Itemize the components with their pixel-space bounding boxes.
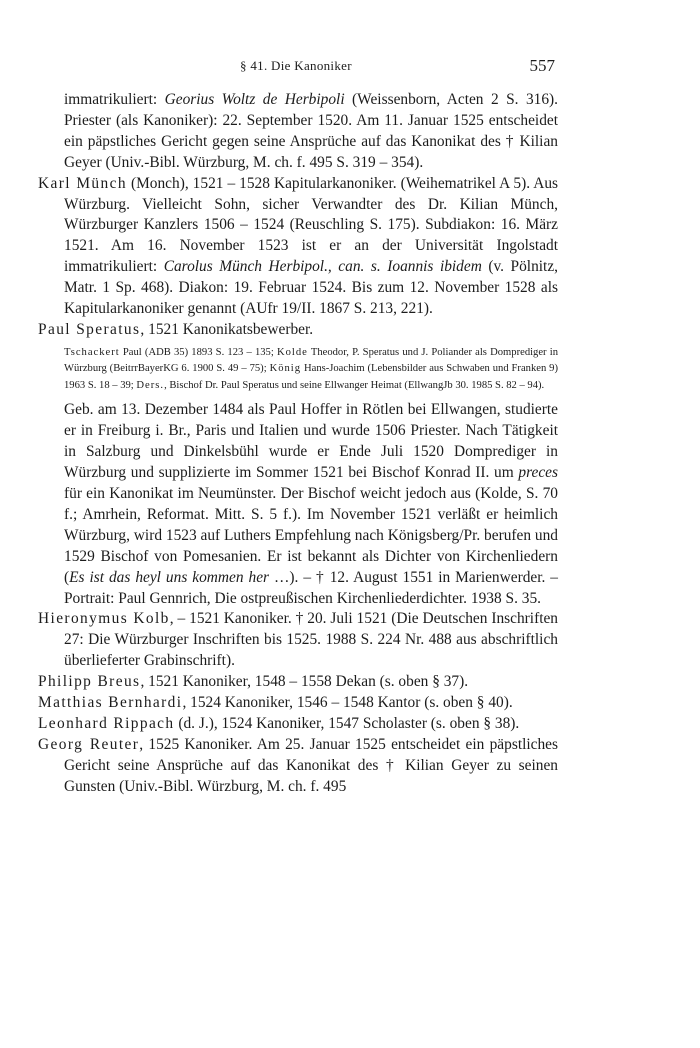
entry-continuation bbox=[38, 90, 558, 174]
entry-text: , – 1521 Kanoniker. † 20. Juli 1521 (Die Deutschen Inschriften 27: Die Würzburger Inschriften bis 1525. 1988 S. 224 Nr. 488 aus abschriftlich überlieferter Grabinschrift). bbox=[64, 610, 559, 670]
literature-author: König bbox=[269, 363, 302, 375]
page-header bbox=[0, 58, 700, 80]
entry-text: , 1521 Kanoniker, 1548 – 1558 Dekan (s. oben § 37). bbox=[140, 673, 469, 691]
entry-text: (d. J.), 1524 Kanoniker, 1547 Scholaster (s. oben § 38). bbox=[174, 714, 520, 732]
paragraph-text: Geb. am 13. Dezember 1484 als Paul Hoffer in Rötlen bei Ellwangen, studierte er in Freiburg i. Br., Paris und Italien und wurde 1506 Priester. Nach Tätigkeit in Salzburg und Dinkelsbühl wurde er Ende Juli 1520 Domprediger in Würzburg und supplizierte im Sommer 1521 bei Bischof Konrad II. um bbox=[64, 401, 558, 482]
entry-text: , 1525 Kanoniker. Am 25. Januar 1525 entscheidet ein päpstliches Gericht seine Ansprüche auf das Kanonikat des † Kilian Geyer zu seinen Gunsten (Univ.-Bibl. Würzburg, M. ch. f. 495 bbox=[64, 735, 558, 795]
entry-matthias-bernhardi bbox=[38, 693, 558, 714]
entry-name: Leonhard Rippach bbox=[38, 714, 175, 732]
entry-text: , 1521 Kanonikatsbewerber. bbox=[140, 320, 314, 338]
literature-author: Kolde bbox=[276, 346, 308, 358]
entry-philipp-breus bbox=[38, 672, 558, 693]
entry-name: Paul Speratus bbox=[38, 320, 141, 338]
entry-text: , 1524 Kanoniker, 1546 – 1548 Kantor (s. oben § 40). bbox=[182, 694, 513, 712]
entry-name: Philipp Breus bbox=[38, 673, 141, 691]
literature-text: , Bischof Dr. Paul Speratus und seine Ellwanger Heimat (EllwangJb 30. 1985 S. 82 – 94). bbox=[164, 379, 545, 391]
paragraph-text: …). – † 12. August 1551 in Marienwerder. – Portrait: Paul Gennrich, Die ostpreußischen Kirchenliederdichter. 1938 S. 35. bbox=[64, 568, 558, 607]
entry-text: (Monch), 1521 – 1528 Kapitularkanoniker. (Weihematrikel A 5). Aus Würzburg. Vielleicht Sohn, sicher Verwandter des Dr. Kilian Münch, Würzburger Kanzlers 1506 – 1524 (Reuschling S. 175). Subdiakon: 16. März 1521. Am 16. November 1523 ist er an der Universität Ingolstadt immatrikuliert: bbox=[64, 174, 559, 276]
entry-leonhard-rippach bbox=[38, 714, 558, 735]
literature-author: Tschackert bbox=[64, 346, 120, 358]
paragraph-italic-text: Es ist das heyl uns kommen her bbox=[69, 568, 270, 586]
paragraph-italic-text: preces bbox=[518, 464, 558, 482]
entry-karl-muench bbox=[38, 174, 558, 320]
entry-name: Karl Münch bbox=[38, 174, 127, 192]
entry-hieronymus-kolb bbox=[38, 609, 558, 672]
paragraph-text: für ein Kanonikat im Neumünster. Der Bischof weicht jedoch aus (Kolde, S. 70 f.; Amrhein, Reformat. Mitt. S. 5 f.). Im November 1521 verläßt er heimlich Würzburg, wird 1523 auf Luthers Empfehlung nach Königsberg/Pr. berufen und 1529 Bischof von Pomesanien. Er ist bekannt als Dichter von Kirchenliedern ( bbox=[64, 485, 558, 586]
entry-italic-text: Carolus Münch Herbipol., can. s. Ioannis ibidem bbox=[163, 258, 482, 276]
entry-name: Georg Reuter bbox=[38, 735, 140, 753]
entry-text: immatrikuliert: bbox=[64, 91, 165, 108]
entry-paul-speratus bbox=[38, 320, 558, 341]
entry-name: Hieronymus Kolb bbox=[38, 610, 170, 628]
biography-paragraph bbox=[38, 400, 558, 609]
running-head: § 41. Die Kanoniker bbox=[240, 58, 352, 73]
literature-text: Hans-Joachim (Lebensbilder aus Schwaben und Franken 9) 1963 S. 18 – 39; bbox=[64, 363, 558, 391]
entry-text: (Weissenborn, Acten 2 S. 316). Priester (als Kanoniker): 22. September 1520. Am 11. Januar 1525 entscheidet ein päpstliches Gericht gegen seine Ansprüche auf das Kanonikat des † Kilian Geyer (Univ.-Bibl. Würzburg, M. ch. f. 495 S. 319 – 354). bbox=[64, 91, 559, 171]
literature-text: Paul (ADB 35) 1893 S. 123 – 135; bbox=[119, 346, 277, 358]
page-number: 557 bbox=[529, 56, 555, 75]
page-body bbox=[38, 90, 558, 798]
entry-text: (v. Pölnitz, Matr. 1 Sp. 468). Diakon: 19. Februar 1524. Bis zum 12. November 1528 als Kapitularkanoniker genannt (AUfr 19/II. 1867 S. 213, 221). bbox=[64, 258, 558, 318]
entry-name: Matthias Bernhardi bbox=[38, 694, 183, 712]
entry-italic-text: Georius Woltz de Herbipoli bbox=[164, 91, 345, 108]
literature-block bbox=[64, 345, 558, 395]
literature-author: Ders. bbox=[136, 379, 165, 391]
entry-georg-reuter bbox=[38, 735, 558, 798]
literature-text: Theodor, P. Speratus und J. Poliander als Domprediger in Würzburg (BeitrrBayerKG 6. 1900 S. 49 – 75); bbox=[64, 346, 559, 375]
